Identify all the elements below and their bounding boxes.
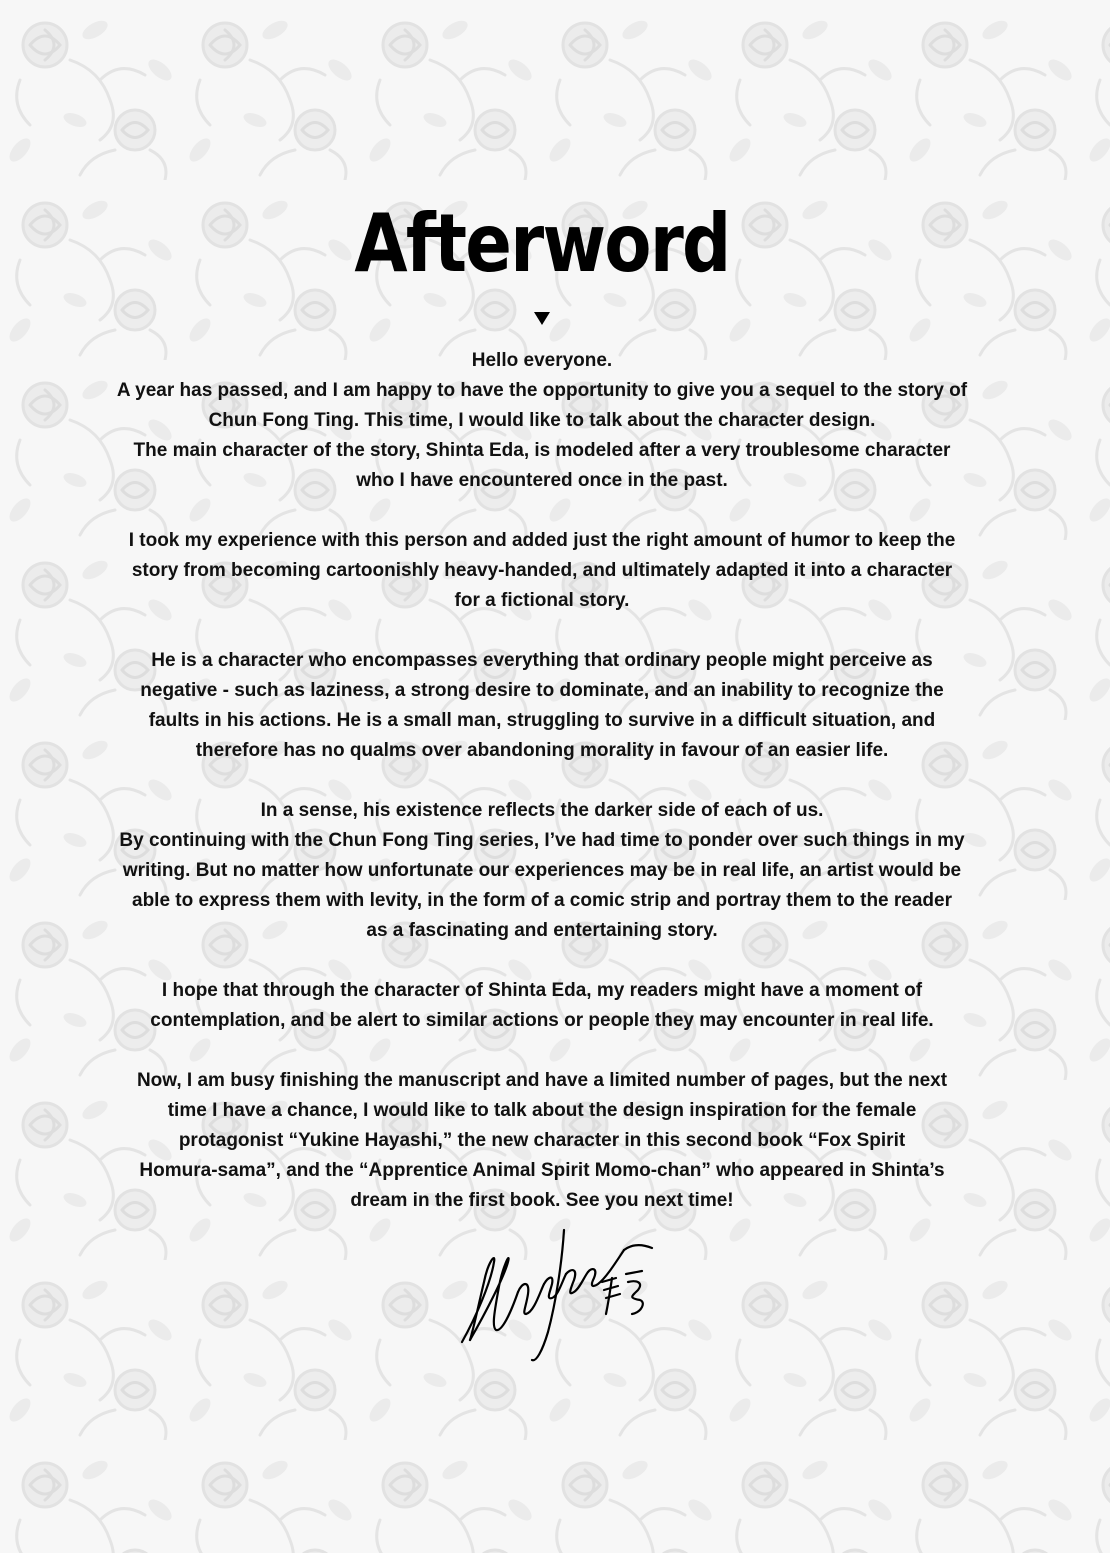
paragraph-6-line: protagonist “Yukine Hayashi,” the new character in this second book “Fox Spirit: [178, 1130, 906, 1151]
paragraph-1-line: Chun Fong Ting. This time, I would like to talk about the character design.: [208, 410, 876, 431]
paragraph-4-line: as a fascinating and entertaining story.: [366, 920, 718, 941]
paragraph-spacer: [60, 616, 1024, 646]
paragraph-1-line: The main character of the story, Shinta Eda, is modeled after a very troublesome character: [133, 440, 951, 461]
paragraph-3-line: faults in his actions. He is a small man, struggling to survive in a difficult situation, and: [148, 710, 936, 731]
paragraph-5-line: I hope that through the character of Shinta Eda, my readers might have a moment of: [161, 980, 923, 1001]
paragraph-2-line: story from becoming cartoonishly heavy-handed, and ultimately adapted it into a character: [131, 560, 953, 581]
afterword-body: [60, 346, 1024, 1216]
paragraph-6-line: time I have a chance, I would like to talk about the design inspiration for the female: [167, 1100, 917, 1121]
paragraph-spacer: [60, 1036, 1024, 1066]
paragraph-3-line: therefore has no qualms over abandoning morality in favour of an easier life.: [195, 740, 889, 761]
paragraph-1-line: Hello everyone.: [471, 350, 613, 371]
paragraph-6-line: dream in the first book. See you next time!: [350, 1190, 734, 1211]
paragraph-3-line: He is a character who encompasses everything that ordinary people might perceive as: [151, 650, 933, 671]
paragraph-4-line: able to express them with levity, in the form of a comic strip and portray them to the reader: [132, 890, 952, 911]
signature-icon: [456, 1222, 666, 1367]
paragraph-3-line: negative - such as laziness, a strong desire to dominate, and an inability to recognize the: [140, 680, 944, 701]
paragraph-1-line: who I have encountered once in the past.: [356, 470, 728, 491]
paragraph-2-line: I took my experience with this person and added just the right amount of humor to keep the: [128, 530, 956, 551]
paragraph-4-line: writing. But no matter how unfortunate our experiences may be in real life, an artist would be: [122, 860, 962, 881]
paragraph-4-line: By continuing with the Chun Fong Ting series, I’ve had time to ponder over such things in my: [119, 830, 965, 851]
paragraph-2-line: for a fictional story.: [454, 590, 630, 611]
triangle-down-icon: [534, 312, 550, 325]
paragraph-1-line: A year has passed, and I am happy to have the opportunity to give you a sequel to the story of: [116, 380, 968, 401]
paragraph-6-line: Now, I am busy finishing the manuscript and have a limited number of pages, but the next: [136, 1070, 948, 1091]
paragraph-spacer: [60, 496, 1024, 526]
paragraph-5-line: contemplation, and be alert to similar actions or people they may encounter in real life.: [150, 1010, 934, 1031]
paragraph-6-line: Homura-sama”, and the “Apprentice Animal Spirit Momo-chan” who appeared in Shinta’s: [139, 1160, 945, 1181]
paragraph-4-line: In a sense, his existence reflects the darker side of each of us.: [260, 800, 824, 821]
paragraph-spacer: [60, 946, 1024, 976]
paragraph-spacer: [60, 766, 1024, 796]
page-title: Afterword: [354, 197, 730, 290]
